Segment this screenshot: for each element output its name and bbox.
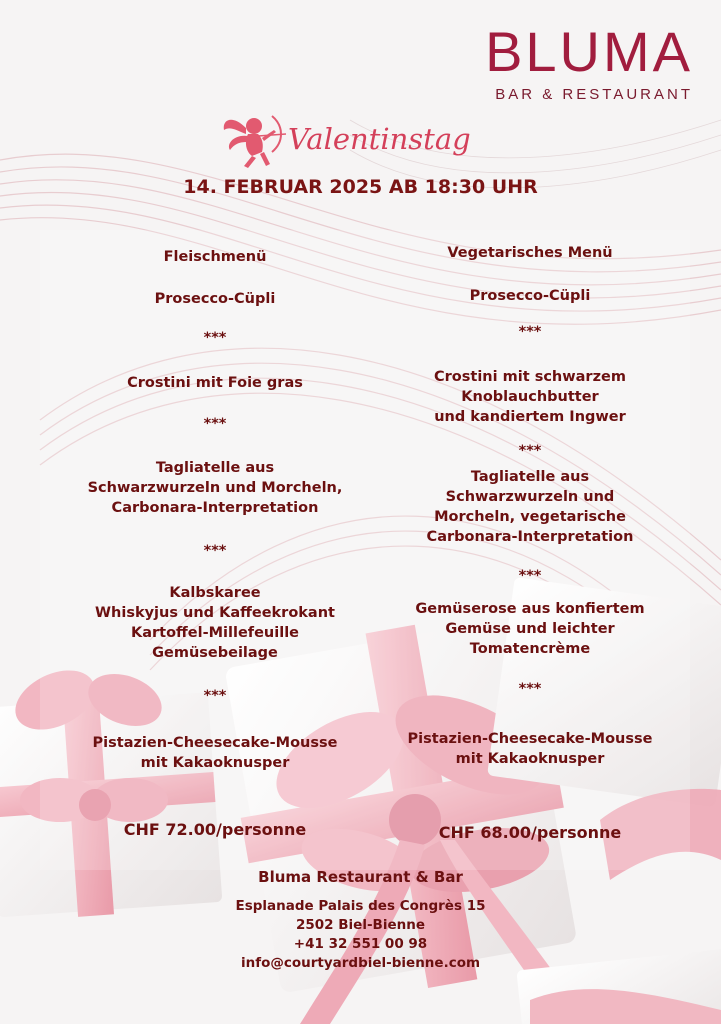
brand-name: BLUMA — [485, 20, 693, 83]
menu-starter: Crostini mit schwarzem Knoblauchbutter und kandiertem Ingwer — [434, 369, 626, 425]
footer-restaurant-name: Bluma Restaurant & Bar — [258, 868, 463, 886]
event-header — [218, 108, 518, 170]
menu-title: Vegetarisches Menü — [447, 245, 613, 261]
menu-dessert: Pistazien-Cheesecake-Mousse mit Kakaoknusper — [92, 735, 338, 771]
brand-subtitle: BAR & RESTAURANT — [495, 86, 693, 103]
footer-email: info@courtyardbiel-bienne.com — [240, 955, 481, 971]
menu-starter: Crostini mit Foie gras — [127, 375, 303, 391]
event-title: Valentinstag — [288, 122, 471, 156]
menu-price: CHF 68.00/personne — [438, 823, 622, 842]
footer-contact — [0, 897, 721, 973]
menu-pasta: Tagliatelle aus Schwarzwurzeln und Morcheln, Carbonara-Interpretation — [87, 460, 343, 516]
menu-separator: *** — [203, 543, 227, 559]
menu-title: Fleischmenü — [163, 249, 267, 265]
footer-address: Esplanade Palais des Congrès 15 — [235, 898, 486, 914]
menu-separator: *** — [518, 324, 542, 340]
menu-pasta: Tagliatelle aus Schwarzwurzeln und Morcheln, vegetarische Carbonara-Interpretation — [426, 469, 634, 545]
menu-separator: *** — [518, 681, 542, 697]
menu-main: Kalbskaree Whiskyjus und Kaffeekrokant Kartoffel-Millefeuille Gemüsebeilage — [95, 585, 335, 661]
brand-logo — [485, 22, 693, 103]
menu-separator: *** — [518, 568, 542, 584]
event-date: 14. FEBRUAR 2025 AB 18:30 UHR — [183, 176, 538, 198]
menu-separator: *** — [203, 416, 227, 432]
menu-separator: *** — [518, 443, 542, 459]
menu-price: CHF 72.00/personne — [123, 820, 307, 839]
menu-dessert: Pistazien-Cheesecake-Mousse mit Kakaoknusper — [407, 731, 653, 767]
menu-separator: *** — [203, 688, 227, 704]
footer-phone: +41 32 551 00 98 — [293, 936, 428, 952]
menu-aperitif: Prosecco-Cüpli — [154, 291, 276, 307]
footer-city: 2502 Biel-Bienne — [295, 917, 426, 933]
menu-main: Gemüserose aus konfiertem Gemüse und leichter Tomatencrème — [415, 601, 645, 657]
cupid-icon — [218, 108, 290, 170]
menu-separator: *** — [203, 330, 227, 346]
menu-aperitif: Prosecco-Cüpli — [469, 288, 591, 304]
